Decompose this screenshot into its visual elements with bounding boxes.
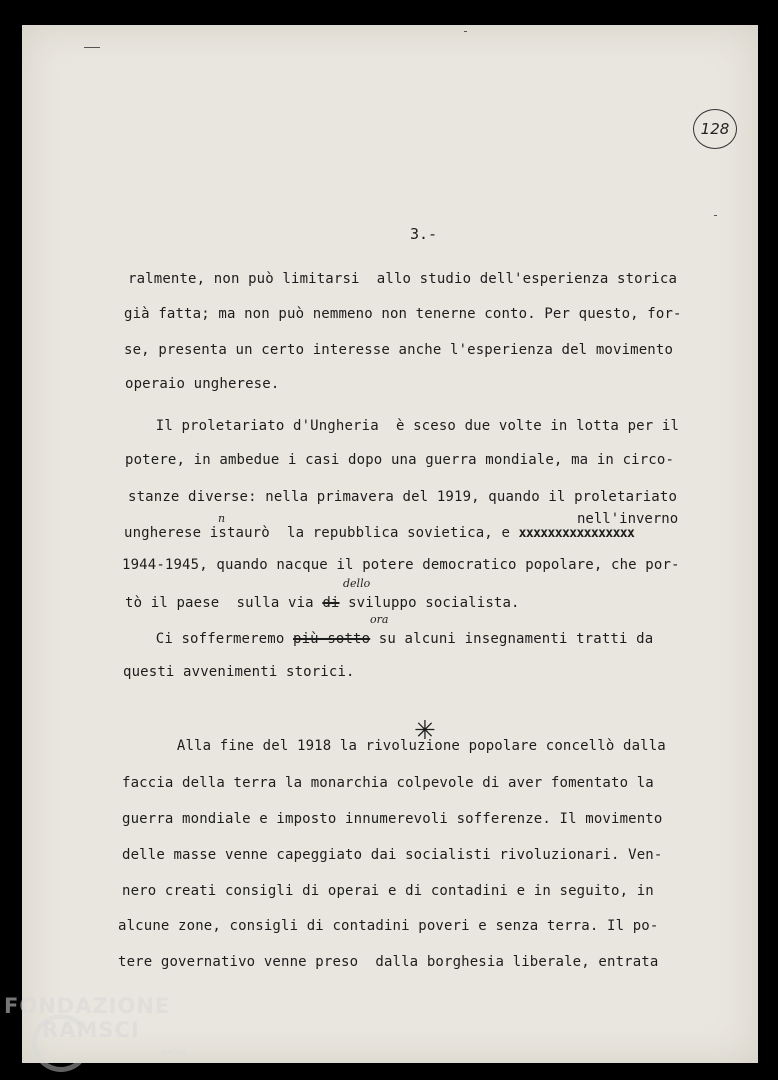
section-separator-asterisk: ✳ bbox=[414, 716, 436, 746]
text-segment: sviluppo socialista. bbox=[339, 595, 520, 611]
text-line: guerra mondiale e imposto innumerevoli sofferenze. Il movimento bbox=[122, 811, 663, 827]
crossed-out-text: più sotto bbox=[293, 631, 371, 647]
fondazione-gramsci-watermark bbox=[4, 994, 204, 1074]
edge-mark bbox=[84, 47, 100, 48]
text-line: Alla fine del 1918 la rivoluzione popolare concellò dalla bbox=[134, 738, 666, 754]
crossed-out-text: di bbox=[322, 595, 340, 611]
text-line: stanze diverse: nella primavera del 1919, quando il proletariato bbox=[128, 489, 678, 505]
text-segment: su alcuni insegnamenti tratti da bbox=[370, 631, 654, 647]
text-line bbox=[125, 595, 520, 611]
text-line: operaio ungherese. bbox=[125, 376, 280, 392]
edge-mark bbox=[464, 31, 467, 32]
text-line bbox=[130, 631, 653, 647]
text-line: faccia della terra la monarchia colpevole di aver fomentato la bbox=[122, 775, 654, 791]
document-page bbox=[22, 25, 758, 1063]
page-number: 3.- bbox=[410, 225, 438, 243]
text-line: delle masse venne capeggiato dai socialisti rivoluzionari. Ven- bbox=[122, 847, 663, 863]
watermark-line1: FONDAZIONE bbox=[4, 994, 171, 1018]
text-line: potere, in ambedue i casi dopo una guerra mondiale, ma in circo- bbox=[125, 452, 675, 468]
text-segment: Ci soffermeremo bbox=[130, 631, 293, 647]
edge-mark bbox=[714, 215, 717, 216]
text-line: già fatta; ma non può nemmeno non tenerne conto. Per questo, for- bbox=[124, 306, 682, 322]
handwritten-correction: ora bbox=[370, 613, 389, 626]
handwritten-correction: n bbox=[218, 512, 226, 525]
handwritten-correction: dello bbox=[343, 577, 371, 590]
folio-number-stamp: 128 bbox=[693, 109, 737, 149]
text-line: alcune zone, consigli di contadini poveri e senza terra. Il po- bbox=[118, 918, 659, 934]
watermark-sub: onlus bbox=[162, 1048, 187, 1058]
watermark-line2: RAMSCI bbox=[42, 1018, 140, 1042]
typed-insertion: nell'inverno bbox=[577, 511, 679, 527]
text-segment: ungherese istaurò la repubblica sovietica, e bbox=[124, 525, 519, 541]
text-line: questi avvenimenti storici. bbox=[123, 664, 355, 680]
text-line: ralmente, non può limitarsi allo studio dell'esperienza storica bbox=[128, 271, 678, 287]
crossed-out-text: xxxxxxxxxxxxxxxx bbox=[518, 526, 635, 541]
text-line bbox=[124, 525, 634, 542]
text-line: tere governativo venne preso dalla borghesia liberale, entrata bbox=[118, 954, 659, 970]
text-line: nero creati consigli di operai e di contadini e in seguito, in bbox=[122, 883, 654, 899]
text-segment: tò il paese sulla via bbox=[125, 595, 323, 611]
text-line: se, presenta un certo interesse anche l'esperienza del movimento bbox=[124, 342, 674, 358]
text-line: Il proletariato d'Ungheria è sceso due volte in lotta per il bbox=[130, 418, 680, 434]
text-line: 1944-1945, quando nacque il potere democratico popolare, che por- bbox=[122, 557, 680, 573]
